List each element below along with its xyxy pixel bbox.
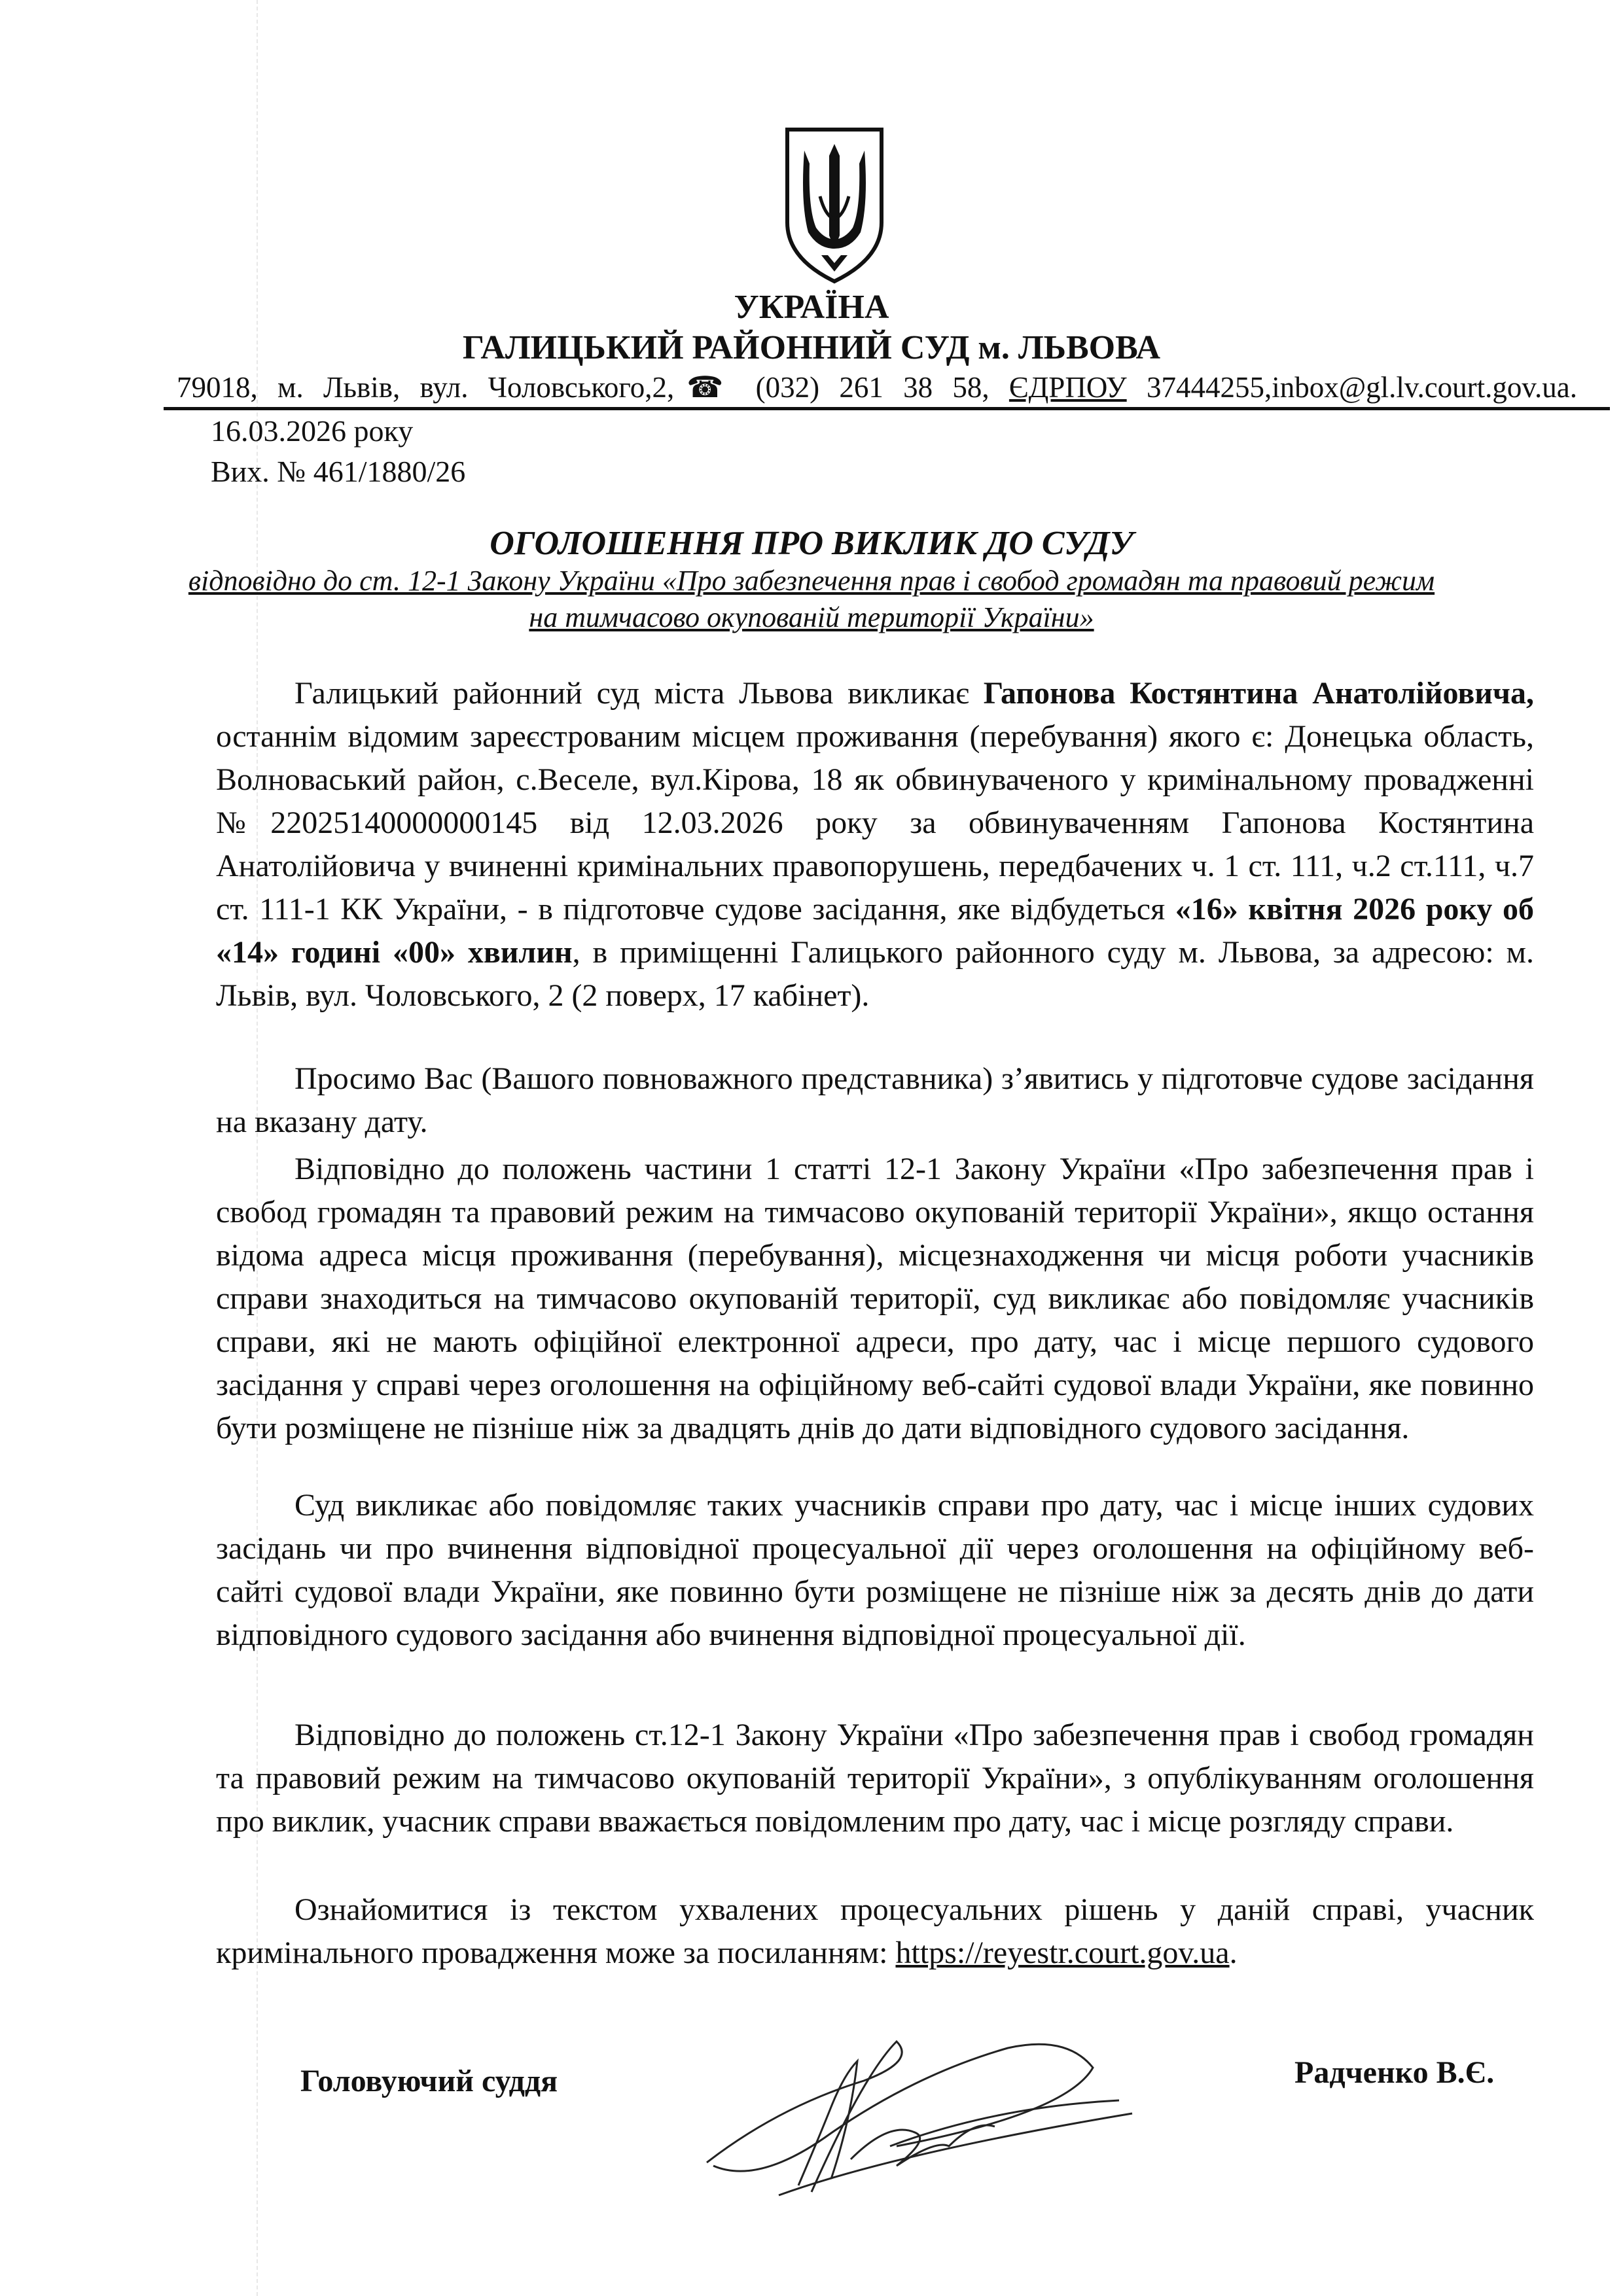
court-phone: (032) 261 38 58, [755,371,990,404]
document-subtitle-line-2: на тимчасово окупованій території України» [529,601,1094,633]
p1-seg: Галицький районний суд міста Львова викликає [294,676,984,711]
document-subtitle-line-1: відповідно до ст. 12-1 Закону України «Про забезпечення прав і свобод громадян та правовий режим [188,565,1435,597]
trident-coat-of-arms-icon [782,124,887,287]
hearing-datetime: «16» квітня 2026 року об «14» годині «00» хвилин [216,892,1535,970]
header-divider [164,407,1610,410]
p1-seg: , в приміщенні Галицького районного суду м. Львова, за адресою: м. Львів, вул. Чоловського, 2 (2 поверх, 17 кабінет). [216,935,1535,1013]
header-country: УКРАЇНА [734,289,889,326]
court-contacts [177,368,1577,407]
judge-name: Радченко В.Є. [1294,2055,1495,2090]
header-court-name: ГАЛИЦЬКИЙ РАЙОННИЙ СУД м. ЛЬВОВА [462,329,1161,366]
edrpou-label: ЄДРПОУ [1008,371,1127,404]
edrpou-email: 37444255,inbox@gl.lv.court.gov.ua. [1146,371,1577,404]
court-address: 79018, м. Львів, вул. Чоловського,2, [177,371,675,404]
paragraph-request: Просимо Вас (Вашого повноважного представника) з’явитись у підготовче судове засідання на вказану дату. [216,1061,1534,1139]
registry-link[interactable]: https://reyestr.court.gov.ua [895,1935,1230,1970]
p6-text: Ознайомитися із текстом ухвалених процесуальних рішень у даній справі, учасник кримінального провадження може за посиланням: [216,1892,1534,1970]
document-title: ОГОЛОШЕННЯ ПРО ВИКЛИК ДО СУДУ [490,525,1133,562]
outgoing-number: Вих. № 461/1880/26 [211,455,466,488]
paragraph-summons [216,672,1534,1017]
defendant-name: Гапонова Костянтина Анатолійовича, [983,676,1534,711]
paragraph-law-first: Відповідно до положень частини 1 статті 12-1 Закону України «Про забезпечення прав і свобод громадян та правовий режим на тимчасово окупованій території України», якщо остання відома адреса місця проживання (перебування), місцезнаходження чи місця роботи учасників справи знаходиться на тимчасово окупованій території, суд викликає або повідомляє учасників справи, які не мають офіційної електронної адреси, про дату, час і місце першого судового засідання у справі через оголошення на офіційному веб-сайті судової влади України, яке повинно бути розміщене не пізніше ніж за двадцять днів до дати відповідного судового засідання. [216,1152,1534,1445]
judge-role: Головуючий суддя [300,2064,558,2098]
paragraph-registry [216,1888,1534,1975]
p6-end: . [1229,1935,1238,1970]
paragraph-law-other: Суд викликає або повідомляє таких учасників справи про дату, час і місце інших судових засідань чи про вчинення відповідної процесуальної дії через оголошення на офіційному веб-сайті судової влади України, яке повинно бути розміщене не пізніше ніж за десять днів до дати відповідного судового засідання або вчинення відповідної процесуальної дії. [216,1488,1534,1652]
p1-seg: останнім відомим зареєстрованим місцем проживання (перебування) якого є: Донецька область, Волноваський район, с.Веселе, вул.Кірова, 18 як обвинуваченого у кримінальному провадженні №22025140000000145 від 12.03.2026 року за обвинуваченням Гапонова Костянтина Анатолійовича у вчиненні кримінальних правопорушень, передбачених ч. 1 ст. 111, ч.2 ст.111, ч.7 ст. 111-1 КК України, - в підготовче судове засідання, яке відбудеться [216,719,1534,927]
paragraph-notification: Відповідно до положень ст.12-1 Закону України «Про забезпечення прав і свобод громадян та правовий режим на тимчасово окупованій території України», з опублікуванням оголошення про виклик, учасник справи вважається повідомленим про дату, час і місце розгляду справи. [216,1718,1534,1839]
document-date: 16.03.2026 року [211,414,414,448]
telephone-icon: ☎ [674,371,736,404]
handwritten-signature [700,2035,1145,2205]
